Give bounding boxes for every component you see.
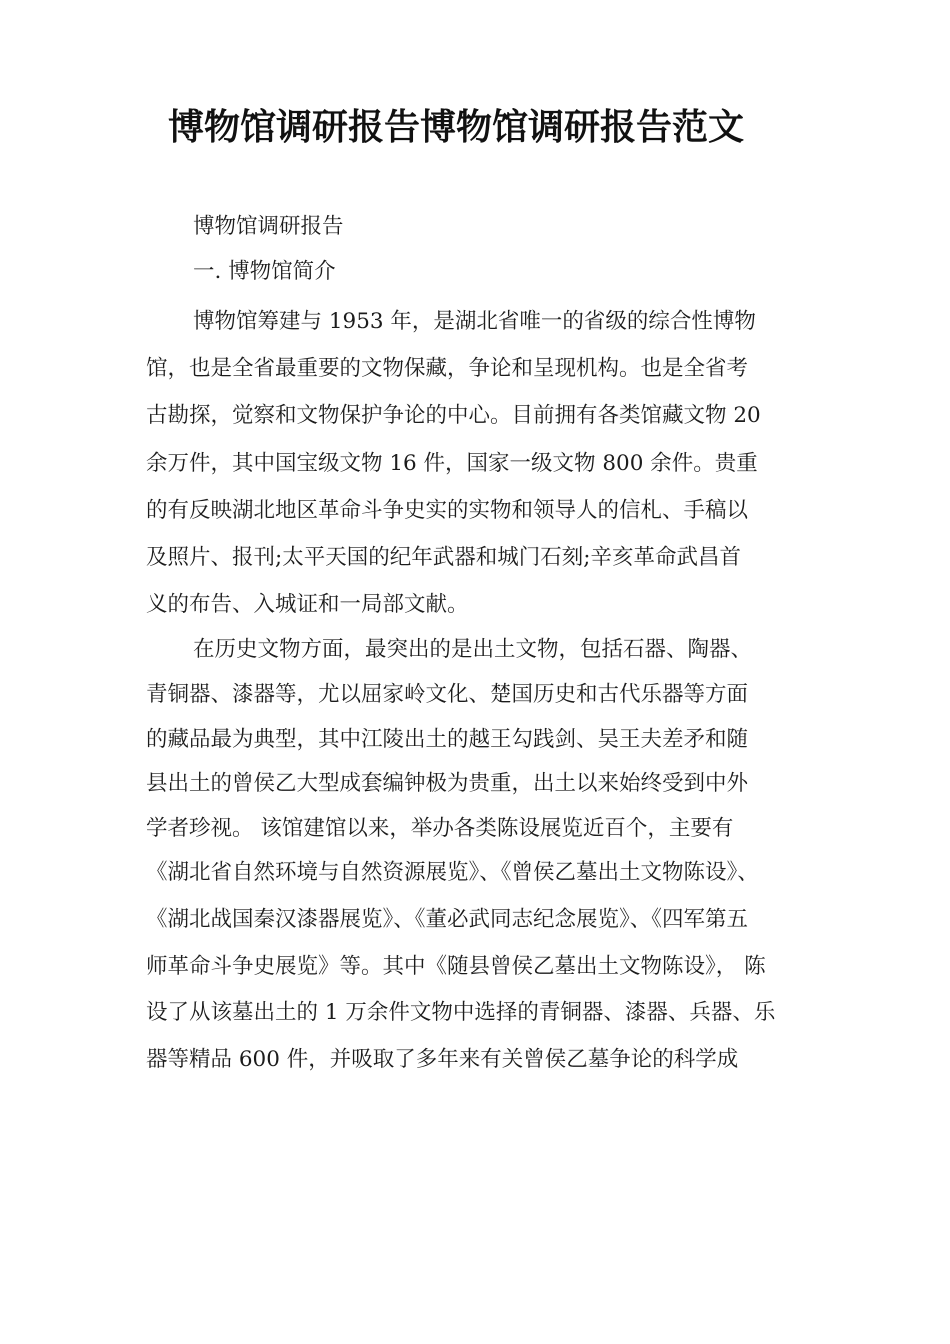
paragraph-line: 的有反映湖北地区革命斗争史实的实物和领导人的信札、手稿以 [146,498,749,523]
paragraph-line: 及照片、报刊;太平天国的纪年武器和城门石刻;辛亥革命武昌首 [146,545,741,570]
paragraph-line: 学者珍视。 该馆建馆以来，举办各类陈设展览近百个，主要有 [146,816,734,841]
paragraph-line: 义的布告、入城证和一局部文献。 [146,592,469,617]
paragraph-line: 县出土的曾侯乙大型成套编钟极为贵重，出土以来始终受到中外 [146,771,749,796]
document-subtitle: 博物馆调研报告 [193,214,344,239]
paragraph-line: 师革命斗争史展览》等。其中《随县曾侯乙墓出土文物陈设》， 陈 [146,954,766,979]
paragraph-line: 《湖北战国秦汉漆器展览》、《董必武同志纪念展览》、《四军第五 [146,907,749,932]
document-title: 博物馆调研报告博物馆调研报告范文 [168,107,745,148]
paragraph-line: 在历史文物方面，最突出的是出土文物，包括石器、陶器、 [193,637,753,662]
paragraph-line: 的藏品最为典型，其中江陵出土的越王勾践剑、吴王夫差矛和随 [146,727,749,752]
paragraph-line: 器等精品 600 件，并吸取了多年来有关曾侯乙墓争论的科学成 [146,1047,739,1072]
paragraph-line: 青铜器、漆器等，尤以屈家岭文化、楚国历史和古代乐器等方面 [146,682,749,707]
paragraph-line: 博物馆筹建与 1953 年，是湖北省唯一的省级的综合性博物 [193,309,756,334]
section-heading: 一. 博物馆简介 [193,259,336,284]
paragraph-line: 古勘探，觉察和文物保护争论的中心。目前拥有各类馆藏文物 20 [146,403,761,428]
paragraph-line: 《湖北省自然环境与自然资源展览》、《曾侯乙墓出土文物陈设》、 [146,860,759,885]
paragraph-line: 设了从该墓出土的 1 万余件文物中选择的青铜器、漆器、兵器、乐 [146,1000,776,1025]
paragraph-line: 馆，也是全省最重要的文物保藏，争论和呈现机构。也是全省考 [146,356,749,381]
paragraph-line: 余万件，其中国宝级文物 16 件，国家一级文物 800 余件。贵重 [146,451,758,476]
